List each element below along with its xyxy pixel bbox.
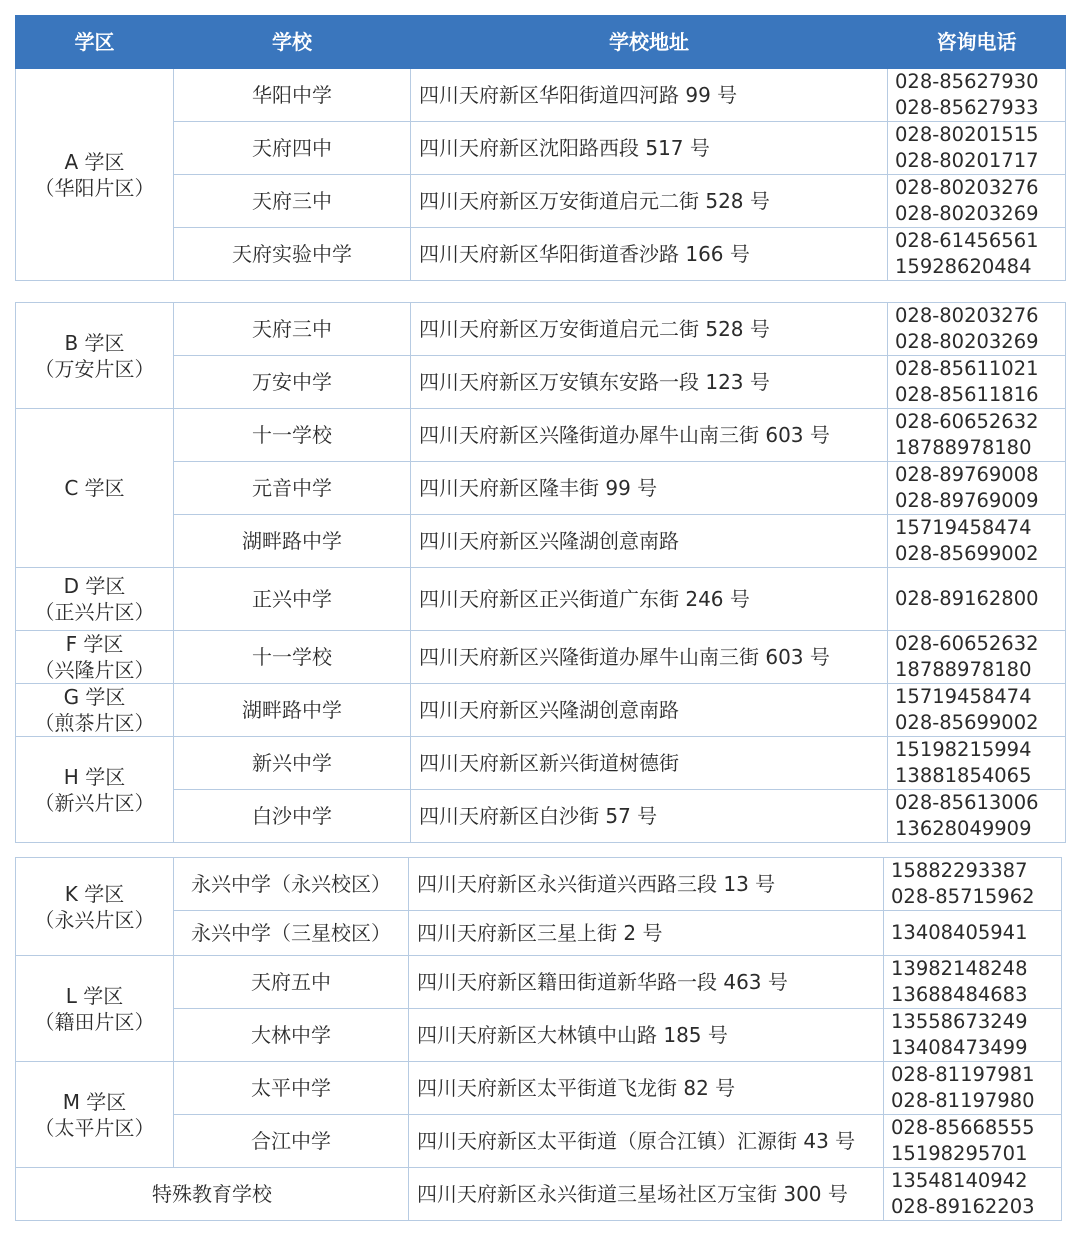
district-area: （太平片区） [34, 1115, 155, 1140]
phone-cell [888, 462, 1066, 515]
school-address: 四川天府新区三星上街 2 号 [409, 911, 884, 956]
school-name: 湖畔路中学 [174, 684, 411, 737]
phone-number: 028-85699002 [895, 711, 1039, 734]
school-address: 四川天府新区华阳街道香沙路 166 号 [411, 228, 888, 281]
phone-number: 028-61456561 [895, 229, 1039, 252]
school-address: 四川天府新区大林镇中山路 185 号 [409, 1009, 884, 1062]
phone-cell [888, 228, 1066, 281]
phone-number: 028-89162800 [895, 587, 1039, 610]
district-area: （煎茶片区） [34, 711, 155, 735]
phone-number: 028-85611021 [895, 357, 1039, 380]
phone-cell [884, 911, 1062, 956]
phone-cell [884, 1062, 1062, 1115]
district-name: B 学区 [64, 330, 125, 355]
district-area: （籍田片区） [34, 1009, 155, 1034]
school-address: 四川天府新区华阳街道四河路 99 号 [411, 69, 888, 122]
table-row [16, 515, 1066, 568]
phone-number: 028-80201717 [895, 149, 1039, 172]
phone-number: 028-80203276 [895, 304, 1039, 327]
district-area: （兴隆片区） [34, 658, 155, 682]
phone-number: 13408405941 [891, 921, 1028, 944]
phone-number: 13982148248 [891, 957, 1028, 980]
table-row [16, 228, 1066, 281]
school-name: 华阳中学 [174, 69, 411, 122]
school-name: 湖畔路中学 [174, 515, 411, 568]
school-address: 四川天府新区太平街道（原合江镇）汇源街 43 号 [409, 1115, 884, 1168]
school-address: 四川天府新区籍田街道新华路一段 463 号 [409, 956, 884, 1009]
phone-number: 15882293387 [891, 859, 1028, 882]
phone-number: 028-80203269 [895, 330, 1039, 353]
school-table-2 [15, 302, 1066, 843]
district-area: （新兴片区） [34, 790, 155, 815]
district-cell-l [16, 956, 174, 1062]
school-name: 万安中学 [174, 356, 411, 409]
phone-number: 028-80201515 [895, 123, 1039, 146]
phone-number: 028-85613006 [895, 791, 1039, 814]
school-name: 合江中学 [174, 1115, 409, 1168]
school-address: 四川天府新区沈阳路西段 517 号 [411, 122, 888, 175]
phone-cell [888, 515, 1066, 568]
table-row [16, 122, 1066, 175]
school-name: 十一学校 [174, 631, 411, 684]
district-cell-g [16, 684, 174, 737]
district-name: D 学区 [63, 574, 126, 598]
district-name: H 学区 [63, 764, 126, 789]
table-row [16, 790, 1066, 843]
district-cell-b [16, 303, 174, 409]
district-area: （万安片区） [34, 356, 155, 381]
phone-number: 028-81197980 [891, 1089, 1035, 1112]
district-name: F 学区 [65, 632, 124, 656]
phone-number: 028-81197981 [891, 1063, 1035, 1086]
header-address: 学校地址 [411, 16, 888, 69]
district-cell-m [16, 1062, 174, 1168]
school-name: 新兴中学 [174, 737, 411, 790]
school-name: 白沙中学 [174, 790, 411, 843]
phone-cell [888, 790, 1066, 843]
phone-cell [884, 1009, 1062, 1062]
district-cell-h [16, 737, 174, 843]
special-school-name: 特殊教育学校 [16, 1168, 409, 1221]
school-name: 天府实验中学 [174, 228, 411, 281]
table-row [16, 631, 1066, 684]
school-name: 十一学校 [174, 409, 411, 462]
school-name: 天府五中 [174, 956, 409, 1009]
phone-number: 15198215994 [895, 738, 1032, 761]
school-address: 四川天府新区隆丰街 99 号 [411, 462, 888, 515]
district-cell-a [16, 69, 174, 281]
phone-cell [884, 858, 1062, 911]
district-name: M 学区 [62, 1089, 127, 1114]
phone-number: 18788978180 [895, 436, 1032, 459]
phone-number: 18788978180 [895, 658, 1032, 681]
school-name: 太平中学 [174, 1062, 409, 1115]
phone-number: 028-85627933 [895, 96, 1039, 119]
header-district: 学区 [16, 16, 174, 69]
school-address: 四川天府新区万安街道启元二街 528 号 [411, 303, 888, 356]
district-name: L 学区 [65, 983, 124, 1008]
school-address: 四川天府新区正兴街道广东街 246 号 [411, 568, 888, 631]
school-table-1 [15, 15, 1066, 281]
phone-number: 028-85627930 [895, 70, 1039, 93]
phone-cell [884, 956, 1062, 1009]
table-row [16, 303, 1066, 356]
phone-number: 028-80203269 [895, 202, 1039, 225]
phone-number: 13558673249 [891, 1010, 1028, 1033]
table-row [16, 956, 1062, 1009]
school-name: 元音中学 [174, 462, 411, 515]
table-row [16, 356, 1066, 409]
phone-number: 028-89769009 [895, 489, 1039, 512]
school-address: 四川天府新区兴隆街道办犀牛山南三街 603 号 [411, 409, 888, 462]
table-row [16, 858, 1062, 911]
phone-number: 13408473499 [891, 1036, 1028, 1059]
phone-cell [888, 122, 1066, 175]
phone-number: 028-85715962 [891, 885, 1035, 908]
phone-number: 028-89162203 [891, 1195, 1035, 1218]
phone-number: 028-85611816 [895, 383, 1039, 406]
district-name: A 学区 [64, 149, 125, 174]
school-name: 天府三中 [174, 303, 411, 356]
district-name: G 学区 [63, 685, 126, 709]
district-cell-f [16, 631, 174, 684]
school-address: 四川天府新区兴隆湖创意南路 [411, 684, 888, 737]
school-name: 永兴中学（永兴校区） [174, 858, 409, 911]
phone-number: 15719458474 [895, 516, 1032, 539]
school-name: 天府四中 [174, 122, 411, 175]
phone-number: 13548140942 [891, 1169, 1028, 1192]
school-address: 四川天府新区永兴街道兴西路三段 13 号 [409, 858, 884, 911]
phone-number: 028-60652632 [895, 632, 1039, 655]
district-name: K 学区 [64, 881, 125, 906]
phone-cell [888, 175, 1066, 228]
district-cell-c [16, 409, 174, 568]
header-row [16, 16, 1066, 69]
school-table-3 [15, 857, 1062, 1221]
school-name: 大林中学 [174, 1009, 409, 1062]
phone-cell [888, 409, 1066, 462]
school-name: 永兴中学（三星校区） [174, 911, 409, 956]
phone-cell [884, 1168, 1062, 1221]
phone-number: 028-85668555 [891, 1116, 1035, 1139]
phone-cell [888, 69, 1066, 122]
phone-cell [888, 356, 1066, 409]
phone-number: 13628049909 [895, 817, 1032, 840]
phone-number: 13688484683 [891, 983, 1028, 1006]
school-address: 四川天府新区新兴街道树德街 [411, 737, 888, 790]
table-row [16, 175, 1066, 228]
phone-number: 15928620484 [895, 255, 1032, 278]
table-row [16, 1168, 1062, 1221]
phone-number: 028-60652632 [895, 410, 1039, 433]
table-row [16, 568, 1066, 631]
district-cell-d [16, 568, 174, 631]
phone-number: 028-80203276 [895, 176, 1039, 199]
table-row [16, 69, 1066, 122]
table-row [16, 1062, 1062, 1115]
phone-number: 028-89769008 [895, 463, 1039, 486]
header-phone: 咨询电话 [888, 16, 1066, 69]
school-address: 四川天府新区万安街道启元二街 528 号 [411, 175, 888, 228]
district-cell-k [16, 858, 174, 956]
phone-cell [884, 1115, 1062, 1168]
phone-number: 13881854065 [895, 764, 1032, 787]
table-row [16, 462, 1066, 515]
table-row [16, 737, 1066, 790]
school-address: 四川天府新区永兴街道三星场社区万宝街 300 号 [409, 1168, 884, 1221]
school-address: 四川天府新区兴隆湖创意南路 [411, 515, 888, 568]
school-address: 四川天府新区白沙街 57 号 [411, 790, 888, 843]
phone-number: 028-85699002 [895, 542, 1039, 565]
phone-number: 15719458474 [895, 685, 1032, 708]
phone-cell [888, 631, 1066, 684]
school-address: 四川天府新区太平街道飞龙街 82 号 [409, 1062, 884, 1115]
table-row [16, 684, 1066, 737]
district-area: （永兴片区） [34, 907, 155, 932]
school-name: 天府三中 [174, 175, 411, 228]
phone-cell [888, 684, 1066, 737]
school-name: 正兴中学 [174, 568, 411, 631]
phone-number: 15198295701 [891, 1142, 1028, 1165]
phone-cell [888, 737, 1066, 790]
table-row [16, 409, 1066, 462]
school-address: 四川天府新区兴隆街道办犀牛山南三街 603 号 [411, 631, 888, 684]
phone-cell [888, 303, 1066, 356]
district-area: （华阳片区） [34, 175, 155, 200]
district-name: C 学区 [64, 476, 125, 500]
header-school: 学校 [174, 16, 411, 69]
district-area: （正兴片区） [34, 600, 155, 624]
school-address: 四川天府新区万安镇东安路一段 123 号 [411, 356, 888, 409]
phone-cell [888, 568, 1066, 631]
